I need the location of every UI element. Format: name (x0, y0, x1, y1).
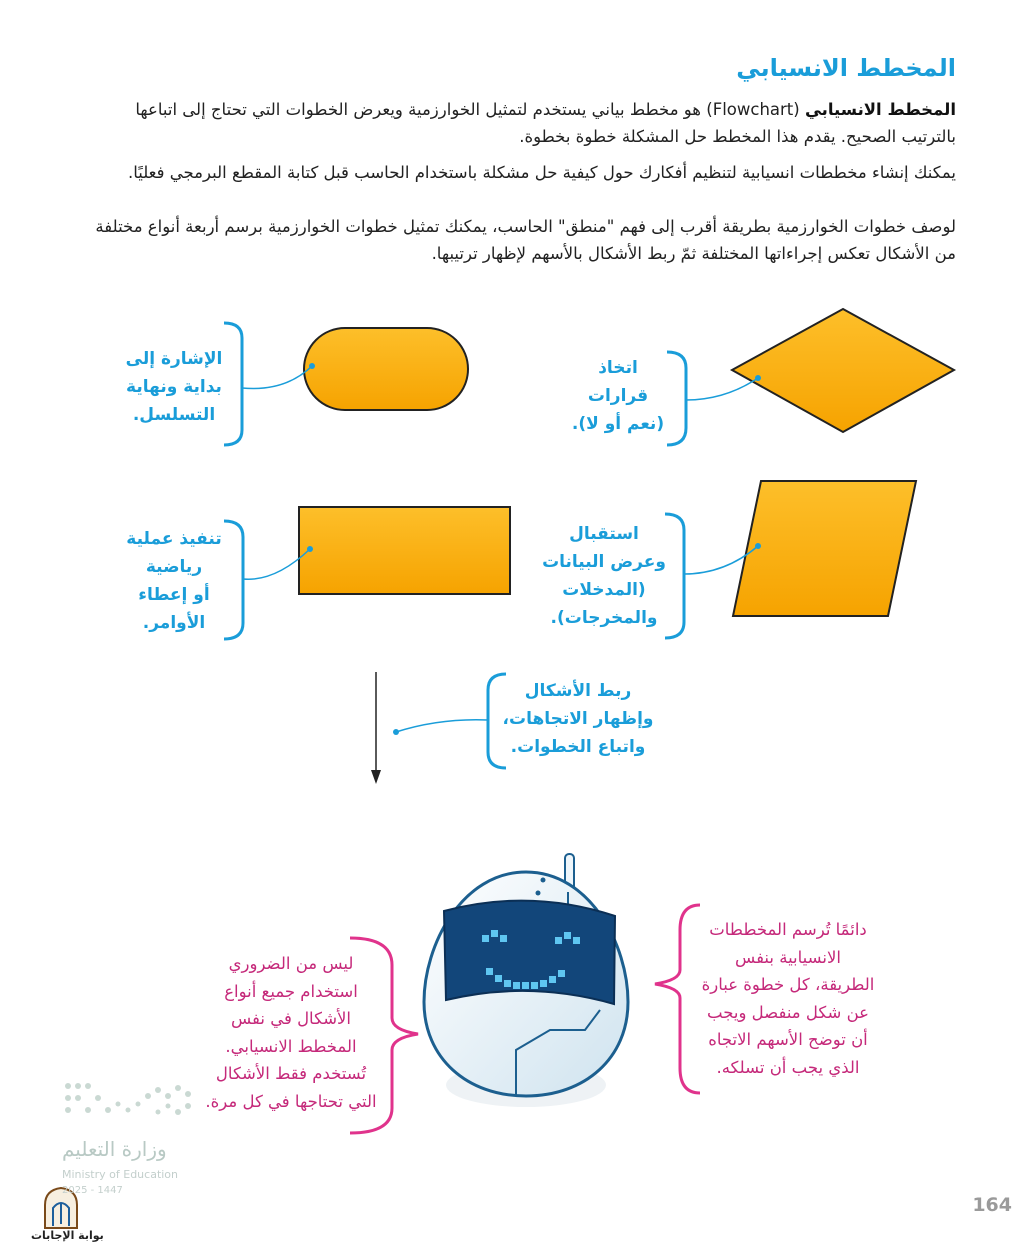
process-label-line: الأوامر. (142, 613, 206, 633)
left-note-line: الأشكال في نفس (230, 1009, 352, 1028)
process-shape (299, 507, 510, 594)
arrow-connector (396, 720, 488, 732)
decision-shape (732, 309, 954, 432)
process-label-line: أو إعطاء (138, 585, 210, 605)
terminal-label (122, 345, 226, 429)
right-note (690, 916, 886, 1081)
io-label (538, 520, 670, 632)
process-label (118, 525, 230, 637)
robot-illustration (424, 854, 628, 1107)
terminal-bracket (224, 323, 242, 445)
flow-arrow-head (371, 770, 381, 784)
ministry-logo (65, 1083, 191, 1115)
robot-dot (536, 891, 541, 896)
third-paragraph: لوصف خطوات الخوارزمية بطريقة أقرب إلى فهم "منطق" الحاسب، يمكنك تمثيل خطوات الخوارزمية برسم أربعة أنواع مختلفة من الأشكال تعكس إجراءاتها المختلفة ثمّ ربط الأشكال بالأسهم لإظهار ترتيبها. (95, 217, 956, 263)
page-number: 164 (972, 1194, 1012, 1216)
right-note-line: دائمًا تُرسم المخططات (709, 920, 867, 939)
left-note-line: التي تحتاجها في كل مرة. (205, 1091, 377, 1111)
terminal-connector (242, 366, 312, 389)
terminal-shape (304, 328, 468, 410)
decision-label (560, 354, 676, 438)
left-note-line: ليس من الضروري (228, 954, 354, 973)
ministry-name-english: Ministry of Education (62, 1168, 179, 1181)
right-note-line: الذي يجب أن تسلكه. (716, 1057, 860, 1077)
arrow-label-line: ربط الأشكال (524, 681, 632, 701)
left-note-line: المخطط الانسيابي. (225, 1036, 357, 1056)
page-title: المخطط الانسيابي (736, 54, 956, 82)
terminal-label-line: بداية ونهاية (126, 377, 222, 397)
right-note-line: الانسيابية بنفس (735, 947, 841, 967)
decision-connector (686, 378, 758, 400)
io-label-line: استقبال (569, 524, 639, 544)
arrow-label-line: واتباع الخطوات. (510, 737, 646, 757)
left-note-line: تُستخدم فقط الأشكال (215, 1064, 367, 1083)
arrow-label-line: وإظهار الاتجاهات، (502, 709, 654, 729)
right-note-line: أن توضح الأسهم الاتجاه (708, 1030, 868, 1049)
ministry-years: 2025 - 1447 (62, 1185, 123, 1196)
right-note-line: الطريقة، كل خطوة عبارة (701, 975, 875, 994)
robot-visor (444, 901, 615, 1004)
second-paragraph: يمكنك إنشاء مخططات انسيابية لتنظيم أفكارك حول كيفية حل مشكلة باستخدام الحاسب قبل كتابة المقطع البرمجي فعليًا. (127, 163, 956, 182)
process-connector-dot (307, 546, 313, 552)
arrow-label (502, 677, 654, 761)
decision-connector-dot (755, 375, 761, 381)
io-label-line: (المدخلات (562, 580, 646, 600)
ministry-name-arabic: وزارة التعليم (62, 1137, 167, 1161)
decision-label-line: (نعم أو لا). (571, 414, 665, 434)
intro-text: (Flowchart) هو مخطط بياني يستخدم لتمثيل الخوارزمية ويعرض الخطوات التي تحتاج إلى اتباعها بالترتيب الصحيح. يقدم هذا المخطط حل المشكلة خطوة بخطوة. (135, 100, 956, 146)
right-note-line: عن شكل منفصل ويجب (707, 1002, 869, 1022)
terminal-connector-dot (309, 363, 315, 369)
terminal-label-line: الإشارة إلى (125, 349, 223, 369)
io-shape (733, 481, 916, 616)
flowchart-term: المخطط الانسيابي (804, 100, 956, 119)
robot-dot (541, 878, 546, 883)
io-connector-dot (755, 543, 761, 549)
terminal-label-line: التسلسل. (132, 405, 216, 425)
decision-label-line: اتخاذ (598, 358, 638, 378)
io-label-line: وعرض البيانات (542, 552, 666, 572)
arrow-connector-dot (393, 729, 399, 735)
left-note (196, 950, 386, 1115)
process-label-line: تنفيذ عملية (126, 529, 222, 549)
io-label-line: والمخرجات). (550, 608, 658, 628)
left-note-line: استخدام جميع أنواع (224, 981, 358, 1001)
decision-label-line: قرارات (587, 386, 649, 406)
process-label-line: رياضية (145, 557, 203, 577)
site-name: بوابة الإجابات (31, 1229, 104, 1242)
